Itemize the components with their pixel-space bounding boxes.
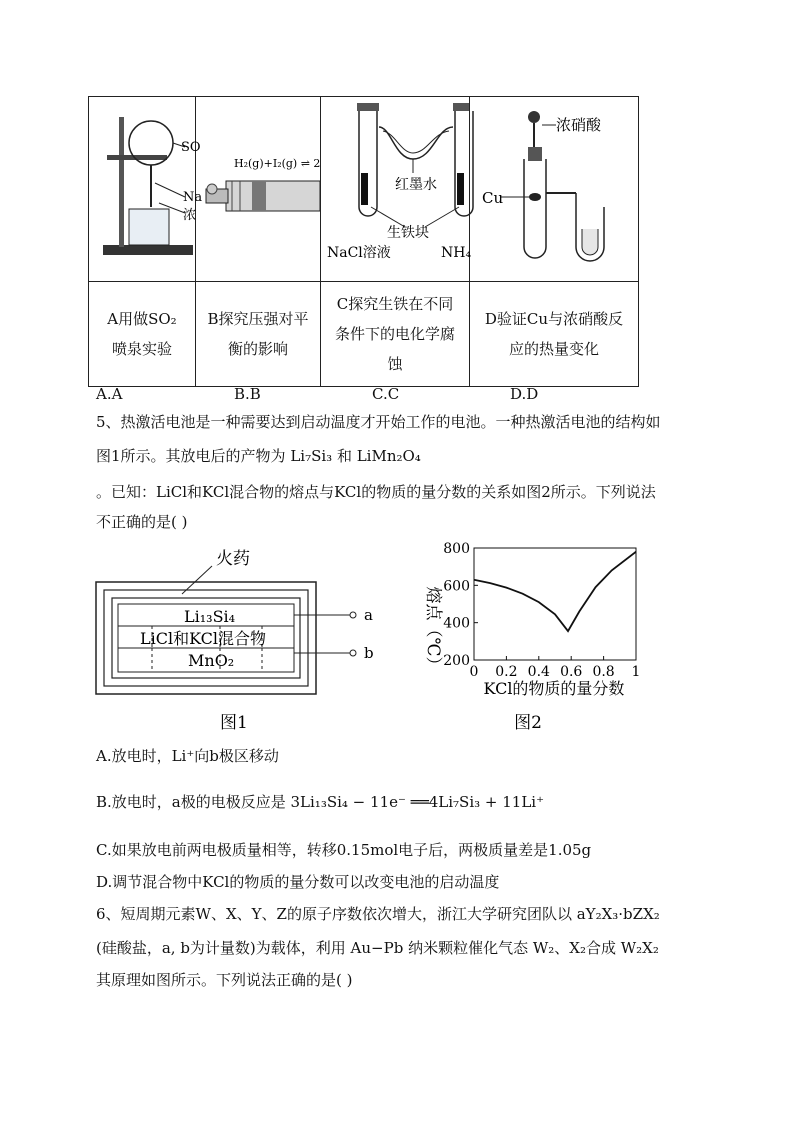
na-label: Na	[183, 190, 203, 205]
q6-stem-line-3: 其原理如图所示。下列说法正确的是( )	[96, 971, 353, 989]
q4-option-c[interactable]: C.C	[372, 385, 400, 403]
mno2-layer-label: MnO₂	[188, 651, 235, 670]
x-tick-label: 1	[631, 664, 641, 680]
caption-line: C探究生铁在不同	[336, 295, 454, 313]
q5-stem-line-2: 图1所示。其放电后的产物为 Li₇Si₃ 和 LiMn₂O₄	[96, 447, 421, 465]
figure-2-caption: 图2	[514, 713, 542, 733]
nh4-label: NH₄	[441, 245, 472, 261]
y-tick-label: 600	[443, 578, 470, 595]
q4-cell-a-image	[89, 97, 203, 282]
y-axis-label: 熔点（℃）	[423, 586, 443, 674]
q4-caption-a	[89, 282, 196, 387]
q4-cell-b-image	[196, 97, 321, 282]
q4-cell-d-image	[470, 97, 639, 282]
q5-option-d[interactable]: D.调节混合物中KCl的物质的量分数可以改变电池的启动温度	[96, 873, 500, 891]
y-tick-label: 200	[443, 653, 470, 669]
licl-kcl-layer-label: LiCl和KCl混合物	[140, 629, 266, 648]
so2-label: SO	[181, 140, 201, 155]
y-tick-label: 800	[443, 541, 470, 557]
syringe-diagram	[196, 97, 320, 281]
q4-caption-c	[321, 282, 470, 387]
q5-stem-line-4: 不正确的是( )	[96, 513, 188, 531]
x-tick-label: 0.2	[495, 664, 518, 680]
q6-stem-line-2: (硅酸盐，a, b为计量数)为载体，利用 Au−Pb 纳米颗粒催化气态 W₂、X₂合成 W₂X₂	[96, 939, 659, 957]
figure-1-caption: 图1	[220, 713, 248, 733]
x-tick-label: 0.8	[592, 664, 615, 680]
caption-line: 蚀	[387, 355, 403, 373]
q4-cell-c-image	[321, 97, 470, 282]
caption-line: 条件下的电化学腐	[334, 325, 455, 343]
nong-label: 浓	[183, 208, 197, 223]
q5-option-c[interactable]: C.如果放电前两电极质量相等，转移0.15mol电子后，两极质量差是1.05g	[96, 841, 592, 859]
x-axis-label: KCl的物质的量分数	[483, 679, 625, 698]
y-tick-label: 400	[443, 615, 470, 632]
li13si4-layer-label: Li₁₃Si₄	[184, 607, 236, 626]
caption-line: 喷泉实验	[111, 340, 172, 358]
caption-line: 衡的影响	[227, 340, 288, 358]
q4-caption-b	[196, 282, 321, 387]
q4-option-d[interactable]: D.D	[510, 385, 539, 403]
melting-point-curve	[474, 552, 636, 631]
q6-stem-line-1: 6、短周期元素W、X、Y、Z的原子序数依次增大，浙江大学研究团队以 aY₂X₃·bZX₂	[96, 905, 660, 923]
caption-line: 应的热量变化	[508, 340, 599, 358]
q4-options-table	[88, 96, 639, 387]
terminal-b-label: b	[364, 644, 374, 662]
red-ink-label: 红墨水	[395, 177, 437, 193]
plot-frame	[474, 548, 636, 660]
caption-line: A用做SO₂	[107, 310, 177, 328]
conc-nitric-acid-label: 浓硝酸	[556, 116, 602, 134]
q5-option-a[interactable]: A.放电时，Li⁺向b极区移动	[96, 747, 279, 765]
q4-caption-d	[470, 282, 639, 387]
q5-stem-line-1: 5、热激活电池是一种需要达到启动温度才开始工作的电池。一种热激活电池的结构如	[96, 413, 661, 431]
q4-option-a[interactable]: A.A	[96, 385, 123, 403]
nacl-solution-label: NaCl溶液	[327, 245, 391, 261]
fountain-apparatus-diagram	[89, 97, 203, 281]
melting-point-chart	[400, 536, 660, 742]
x-tick-label: 0.6	[560, 664, 583, 680]
iron-block-label: 生铁块	[387, 225, 429, 241]
terminal-a-label: a	[364, 606, 373, 624]
copper-acid-diagram	[470, 97, 638, 281]
equation-label: H₂(g)+I₂(g) ⇌ 2	[234, 157, 321, 170]
battery-structure-figure	[92, 542, 382, 742]
caption-line: D验证Cu与浓硝酸反	[484, 310, 624, 328]
q5-option-b[interactable]: B.放电时，a极的电极反应是 3Li₁₃Si₄ − 11e⁻ ══4Li₇Si₃ + 11Li⁺	[96, 793, 545, 811]
corrosion-u-tube-diagram	[321, 97, 472, 281]
gunpowder-label: 火药	[216, 549, 250, 569]
q5-stem-line-3: 。已知：LiCl和KCl混合物的熔点与KCl的物质的量分数的关系如图2所示。下列说法	[96, 483, 656, 501]
x-tick-label: 0	[469, 664, 479, 680]
caption-line: B探究压强对平	[207, 310, 309, 328]
x-tick-label: 0.4	[527, 664, 550, 680]
q4-option-b[interactable]: B.B	[234, 385, 261, 403]
cu-label: Cu	[482, 189, 504, 207]
